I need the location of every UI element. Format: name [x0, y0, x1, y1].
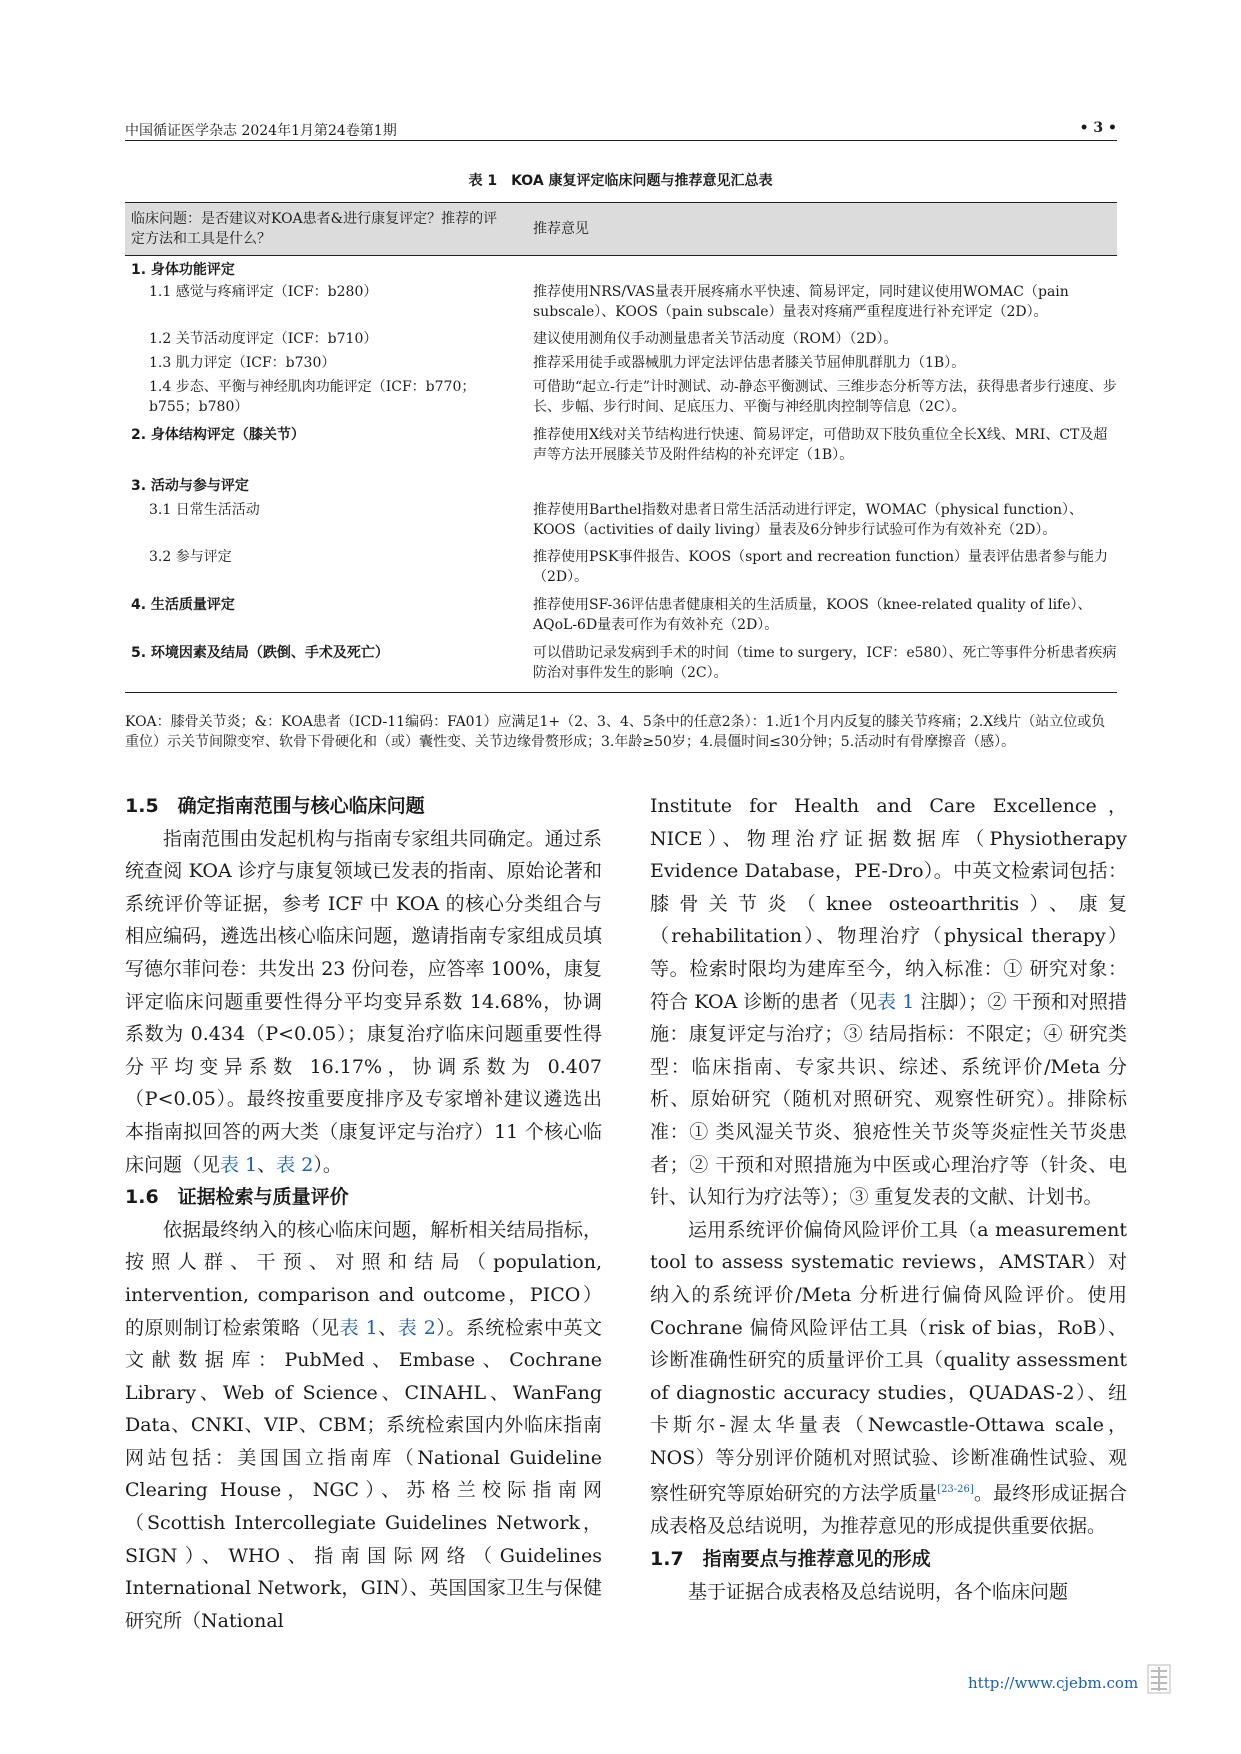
left-column [125, 790, 602, 1637]
table-row [125, 280, 1117, 328]
table-row [125, 642, 1117, 693]
section-1-7-paragraph: 基于证据合成表格及总结说明，各个临床问题 [688, 1580, 1069, 1603]
row-question: 3. 活动与参与评定 [131, 478, 249, 494]
row-question: 1.1 感觉与疼痛评定（ICF：b280） [149, 284, 378, 300]
header-recommendation: 推荐意见 [533, 221, 589, 237]
row-question: 4. 生活质量评定 [131, 597, 235, 613]
row-recommendation: 建议使用测角仪手动测量患者关节活动度（ROM）（2D）。 [533, 331, 898, 347]
paragraph-text: 。最终形成证据合成表格及总结说明，为推荐意见的形成提供重要依据。 [650, 1482, 1127, 1538]
row-question: 1.4 步态、平衡与神经肌肉功能评定（ICF：b770；b755；b780） [149, 379, 476, 415]
table-row [125, 256, 1117, 280]
quality-paragraph [650, 1214, 1127, 1543]
separator: 、 [377, 1316, 398, 1339]
recommendation-table [125, 202, 1117, 693]
table-row [125, 352, 1117, 376]
row-question: 3.1 日常生活活动 [149, 502, 260, 518]
row-recommendation: 推荐采用徒手或器械肌力评定法评估患者膝关节屈伸肌群肌力（1B）。 [533, 355, 966, 371]
paragraph-text: ）。系统检索中英文文献数据库：PubMed、Embase、Cochrane Library、Web of Science、CINAHL、WanFang Data、CNKI、VIP、CBM；系统检索国内外临床指南网站包括：美国国立指南库（National Guideline Clearing House，NGC）、苏格兰校际指南网（Scottish Intercollegiate Guidelines Network，SIGN）、WHO、指南国际网络（Guidelines International Network，GIN）、英国国家卫生与保健研究所（National [125, 1316, 602, 1632]
row-recommendation: 推荐使用NRS/VAS量表开展疼痛水平快速、简易评定，同时建议使用WOMAC（pain subscale）、KOOS（pain subscale）量表对疼痛严重程度进行补充评定（2D）。 [533, 284, 1069, 320]
table-row [125, 498, 1117, 546]
table-header [125, 202, 1117, 256]
paragraph-text: 依据最终纳入的核心临床问题，解析相关结局指标，按照人群、干预、对照和结局（population, intervention, comparison and outcome，PICO）的原则制订检索策略（见 [125, 1218, 602, 1339]
running-header [125, 118, 1117, 141]
table-2-link[interactable]: 表 2 [276, 1153, 314, 1176]
separator: 、 [257, 1153, 277, 1176]
row-recommendation: 推荐使用PSK事件报告、KOOS（sport and recreation function）量表评估患者参与能力（2D）。 [533, 549, 1108, 585]
table-row [125, 376, 1117, 424]
row-question: 5. 环境因素及结局（跌倒、手术及死亡） [131, 645, 389, 661]
row-recommendation: 推荐使用SF-36评估患者健康相关的生活质量，KOOS（knee-related quality of life）、AQoL-6D量表可作为有效补充（2D）。 [533, 597, 1092, 633]
section-1-5-paragraph [125, 823, 602, 1182]
row-recommendation: 可借助“起立-行走”计时测试、动-静态平衡测试、三维步态分析等方法，获得患者步行速度、步长、步幅、步行时间、足底压力、平衡与神经肌肉控制等信息（2C）。 [533, 379, 1117, 415]
journal-logo-icon [1146, 1664, 1172, 1694]
header-question: 临床问题：是否建议对KOA患者&进行康复评定？推荐的评定方法和工具是什么？ [131, 211, 498, 247]
paragraph-text: ）。 [313, 1153, 342, 1176]
section-1-5-title: 1.5 确定指南范围与核心临床问题 [125, 795, 425, 817]
page-number: • 3 • [1079, 120, 1117, 136]
row-question: 1. 身体功能评定 [131, 262, 235, 278]
paragraph-text: Institute for Health and Care Excellence，NICE）、物理治疗证据数据库（Physiotherapy Evidence Database，PE-Dro）。中英文检索词包括：膝骨关节炎（knee osteoarthritis）、康复（rehabilitation）、物理治疗（physical therapy）等。检索时限均为建库至今，纳入标准：① 研究对象：符合 KOA 诊断的患者（见 [650, 795, 1127, 1013]
table-1-link[interactable]: 表 1 [339, 1316, 378, 1339]
table-row [125, 472, 1117, 498]
table-row [125, 424, 1117, 472]
search-paragraph [650, 790, 1127, 1214]
paragraph-text: 运用系统评价偏倚风险评价工具（a measurement tool to assess systematic reviews，AMSTAR）对纳入的系统评价/Meta 分析进行偏倚风险评价。使用 Cochrane 偏倚风险评估工具（risk of bias，RoB）、诊断准确性研究的质量评价工具（quality assessment of diagnostic accuracy studies，QUADAS-2）、纽卡斯尔-渥太华量表（Newcastle-Ottawa scale，NOS）等分别评价随机对照试验、诊断准确性试验、观察性研究等原始研究的方法学质量 [650, 1218, 1127, 1505]
row-recommendation: 推荐使用X线对关节结构进行快速、简易评定，可借助双下肢负重位全长X线、MRI、CT及超声等方法开展膝关节及附件结构的补充评定（1B）。 [533, 427, 1108, 463]
table-1-link[interactable]: 表 1 [877, 990, 915, 1013]
row-question: 1.2 关节活动度评定（ICF：b710） [149, 331, 378, 347]
row-recommendation: 可以借助记录发病到手术的时间（time to surgery，ICF：e580）、死亡等事件分析患者疾病防治对事件发生的影响（2C）。 [533, 645, 1117, 681]
section-1-6-title: 1.6 证据检索与质量评价 [125, 1186, 349, 1209]
row-question: 1.3 肌力评定（ICF：b730） [149, 355, 336, 371]
section-1-7-title: 1.7 指南要点与推荐意见的形成 [650, 1547, 931, 1570]
table-row [125, 328, 1117, 352]
paragraph-text: 指南范围由发起机构与指南专家组共同确定。通过系统查阅 KOA 诊疗与康复领域已发表的指南、原始论著和系统评价等证据，参考 ICF 中 KOA 的核心分类组合与相应编码，遴选出核心临床问题，邀请指南专家组成员填写德尔菲问卷：共发出 23 份问卷，应答率 100%，康复评定临床问题重要性得分平均变异系数 14.68%，协调系数为 0.434（P<0.05）；康复治疗临床问题重要性得分平均变异系数 16.17%，协调系数为 0.407（P<0.05）。最终按重要度排序及专家增补建议遴选出本指南拟回答的两大类（康复评定与治疗）11 个核心临床问题（见 [125, 827, 602, 1176]
row-question: 2. 身体结构评定（膝关节） [131, 427, 305, 443]
table-1-link[interactable]: 表 1 [220, 1153, 258, 1176]
table-footnote: KOA：膝骨关节炎；&：KOA患者（ICD-11编码：FA01）应满足1+（2、3、4、5条中的任意2条）：1.近1个月内反复的膝关节疼痛；2.X线片（站立位或负重位）示关节间隙变窄、软骨下骨硬化和（或）囊性变、关节边缘骨赘形成；3.年龄≥50岁；4.晨僵时间≤30分钟；5.活动时有骨摩擦音（感）。 [125, 714, 1106, 750]
table-caption: 表 1 KOA 康复评定临床问题与推荐意见汇总表 [468, 173, 773, 189]
table-row [125, 546, 1117, 594]
paragraph-text: 注脚）；② 干预和对照措施：康复评定与治疗；③ 结局指标：不限定；④ 研究类型：临床指南、专家共识、综述、系统评价/Meta 分析、原始研究（随机对照研究、观察性研究）。排除标准：① 类风湿关节炎、狼疮性关节炎等炎症性关节炎患者；② 干预和对照措施为中医或心理治疗等（针灸、电针、认知行为疗法等）；③ 重复发表的文献、计划书。 [650, 990, 1127, 1209]
journal-url-link[interactable]: http://www.cjebm.com [968, 1674, 1139, 1692]
citation-link[interactable]: [23-26] [937, 1484, 974, 1496]
journal-title: 中国循证医学杂志 2024年1月第24卷第1期 [125, 123, 397, 139]
row-recommendation: 推荐使用Barthel指数对患者日常生活活动进行评定，WOMAC（physical function）、KOOS（activities of daily living）量表及6分钟步行试验可作为有效补充（2D）。 [533, 502, 1084, 538]
section-1-6-paragraph [125, 1214, 602, 1638]
table-2-link[interactable]: 表 2 [397, 1316, 436, 1339]
right-column [650, 790, 1127, 1608]
table-row [125, 594, 1117, 642]
row-question: 3.2 参与评定 [149, 549, 232, 565]
